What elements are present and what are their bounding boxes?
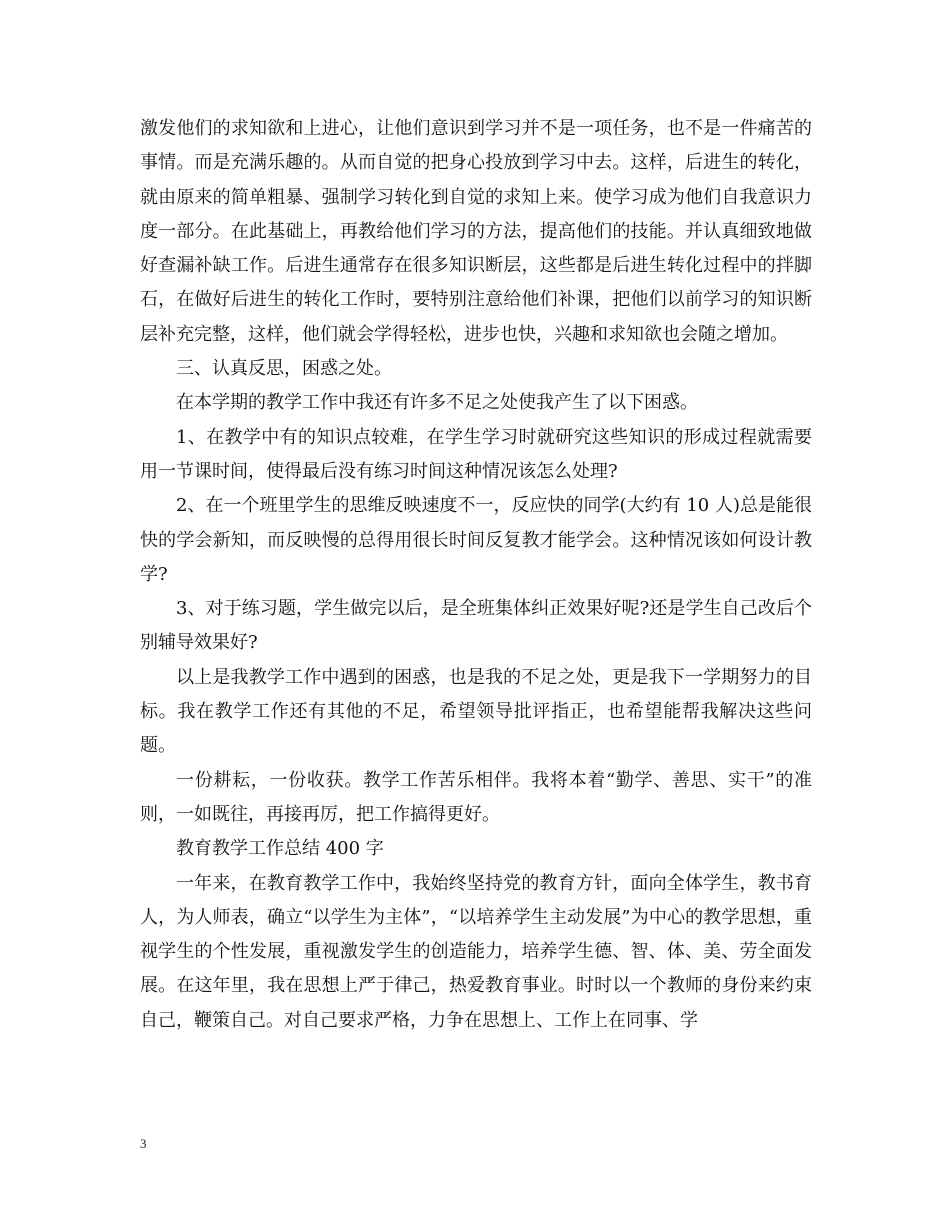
document-body [140, 112, 812, 1038]
paragraph-9: 一年来，在教育教学工作中，我始终坚持党的教育方针，面向全体学生，教书育人，为人师表，确立“以学生为主体”，“以培养学生主动发展”为中心的教学思想，重视学生的个性发展，重视激发学生的创造能力，培养学生德、智、体、美、劳全面发展。在这年里，我在思想上严于律己，热爱教育事业。时时以一个教师的身份来约束自己，鞭策自己。对自己要求严格，力争在思想上、工作上在同事、学 [140, 872, 812, 1031]
paragraph-2-heading: 三、认真反思，困惑之处。 [176, 358, 392, 380]
page-number: 3 [140, 1136, 147, 1151]
paragraph-7: 以上是我教学工作中遇到的困惑，也是我的不足之处，更是我下一学期努力的目标。我在教学工作还有其他的不足，希望领导批评指正，也希望能帮我解决这些问题。 [140, 666, 812, 757]
paragraph-3: 在本学期的教学工作中我还有许多不足之处使我产生了以下困惑。 [176, 392, 698, 414]
paragraph-5: 2、在一个班里学生的思维反映速度不一，反应快的同学(大约有 10 人)总是能很快的学会新知，而反映慢的总得用很长时间反复教才能学会。这种情况该如何设计教学? [140, 495, 812, 585]
paragraph-1: 激发他们的求知欲和上进心，让他们意识到学习并不是一项任务，也不是一件痛苦的事情。而是充满乐趣的。从而自觉的把身心投放到学习中去。这样，后进生的转化，就由原来的简单粗暴、强制学习转化到自觉的求知上来。使学习成为他们自我意识力度一部分。在此基础上，再教给他们学习的方法，提高他们的技能。并认真细致地做好查漏补缺工作。后进生通常存在很多知识断层，这些都是后进生转化过程中的拌脚石，在做好后进生的转化工作时，要特别注意给他们补课，把他们以前学习的知识断层补充完整，这样，他们就会学得轻松，进步也快，兴趣和求知欲也会随之增加。 [140, 118, 812, 345]
paragraph-8: 一份耕耘，一份收获。教学工作苦乐相伴。我将本着“勤学、善思、实干”的准则，一如既往，再接再厉，把工作搞得更好。 [140, 769, 812, 825]
paragraph-6: 3、对于练习题，学生做完以后，是全班集体纠正效果好呢?还是学生自己改后个别辅导效果好? [140, 598, 812, 654]
paragraph-4: 1、在教学中有的知识点较难，在学生学习时就研究这些知识的形成过程就需要用一节课时间，使得最后没有练习时间这种情况该怎么处理? [140, 426, 812, 482]
section-title: 教育教学工作总结 400 字 [176, 838, 384, 860]
